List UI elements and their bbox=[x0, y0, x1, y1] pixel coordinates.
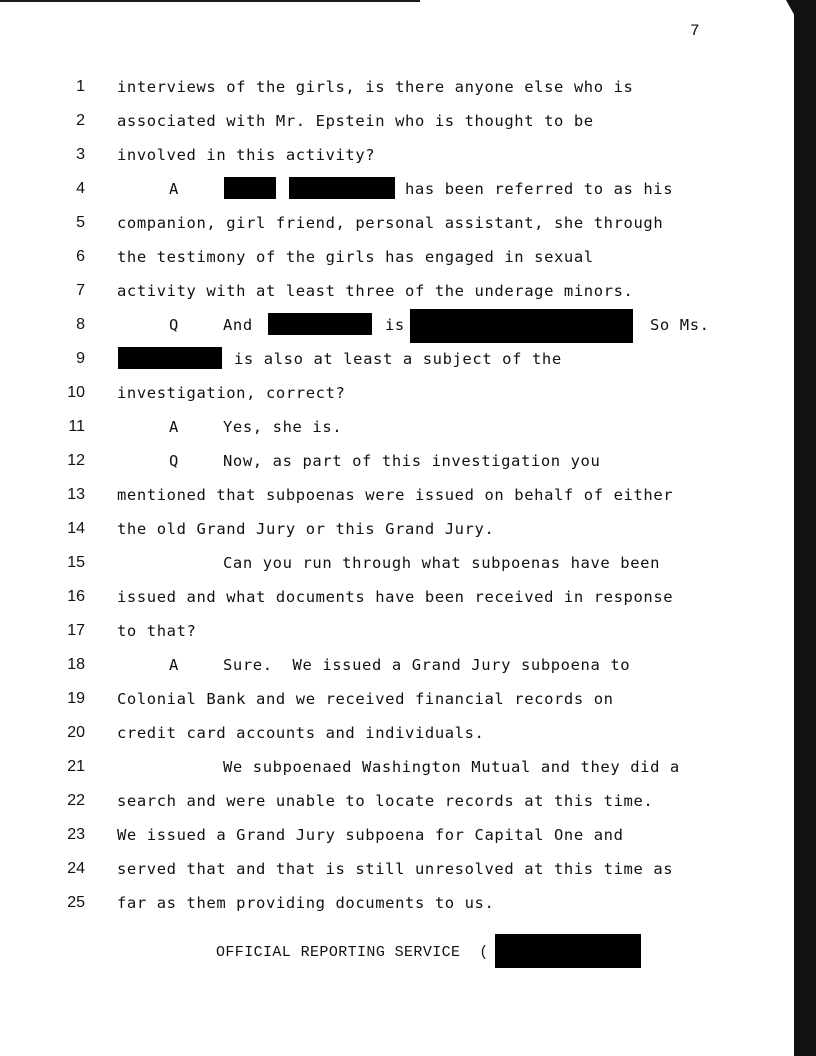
speaker-label: A bbox=[169, 180, 179, 198]
redaction-block bbox=[289, 177, 395, 199]
line-number: 17 bbox=[67, 622, 85, 639]
line-number: 3 bbox=[76, 146, 85, 163]
scan-edge-shadow bbox=[794, 0, 816, 1056]
transcript-line: issued and what documents have been received in response bbox=[117, 588, 674, 606]
transcript-line: And bbox=[223, 316, 253, 334]
line-number: 11 bbox=[68, 418, 85, 435]
line-number: 1 bbox=[76, 78, 85, 95]
line-number: 8 bbox=[76, 316, 85, 333]
transcript-line: far as them providing documents to us. bbox=[117, 894, 495, 912]
line-number: 6 bbox=[76, 248, 85, 265]
speaker-label: Q bbox=[169, 452, 179, 470]
line-number: 16 bbox=[67, 588, 85, 605]
transcript-line: credit card accounts and individuals. bbox=[117, 724, 485, 742]
transcript-line: So Ms. bbox=[650, 316, 710, 334]
transcript-line: Yes, she is. bbox=[223, 418, 343, 436]
transcript-line: Sure. We issued a Grand Jury subpoena to bbox=[223, 656, 631, 674]
transcript-line: the old Grand Jury or this Grand Jury. bbox=[117, 520, 495, 538]
line-number: 2 bbox=[76, 112, 85, 129]
top-border-line bbox=[0, 0, 420, 2]
scan-edge-corner bbox=[786, 0, 796, 18]
redaction-block bbox=[268, 313, 372, 335]
transcript-line: search and were unable to locate records at this time. bbox=[117, 792, 654, 810]
transcript-line: Now, as part of this investigation you bbox=[223, 452, 601, 470]
line-number: 14 bbox=[67, 520, 85, 537]
line-number: 5 bbox=[76, 214, 85, 231]
footer-reporting-service: OFFICIAL REPORTING SERVICE ( bbox=[216, 944, 489, 961]
transcript-line: investigation, correct? bbox=[117, 384, 346, 402]
line-number: 21 bbox=[67, 758, 85, 775]
transcript-line: We subpoenaed Washington Mutual and they did a bbox=[223, 758, 680, 776]
transcript-line: companion, girl friend, personal assistant, she through bbox=[117, 214, 664, 232]
transcript-line: interviews of the girls, is there anyone else who is bbox=[117, 78, 634, 96]
line-number: 25 bbox=[67, 894, 85, 911]
redaction-block bbox=[118, 347, 222, 369]
line-number: 20 bbox=[67, 724, 85, 741]
line-number: 13 bbox=[67, 486, 85, 503]
transcript-line: associated with Mr. Epstein who is thought to be bbox=[117, 112, 594, 130]
speaker-label: Q bbox=[169, 316, 179, 334]
transcript-line: We issued a Grand Jury subpoena for Capital One and bbox=[117, 826, 624, 844]
transcript-line: is bbox=[385, 316, 405, 334]
transcript-line: mentioned that subpoenas were issued on behalf of either bbox=[117, 486, 674, 504]
transcript-line: Can you run through what subpoenas have been bbox=[223, 554, 660, 572]
transcript-line: involved in this activity? bbox=[117, 146, 376, 164]
line-number: 7 bbox=[76, 282, 85, 299]
speaker-label: A bbox=[169, 418, 179, 436]
line-number: 12 bbox=[67, 452, 85, 469]
transcript-line: has been referred to as his bbox=[405, 180, 674, 198]
line-number: 18 bbox=[67, 656, 85, 673]
transcript-line: served that and that is still unresolved at this time as bbox=[117, 860, 674, 878]
line-number: 15 bbox=[67, 554, 85, 571]
speaker-label: A bbox=[169, 656, 179, 674]
transcript-line: Colonial Bank and we received financial records on bbox=[117, 690, 614, 708]
line-number: 23 bbox=[67, 826, 85, 843]
line-number: 4 bbox=[76, 180, 85, 197]
transcript-line: the testimony of the girls has engaged in sexual bbox=[117, 248, 594, 266]
redaction-block bbox=[224, 177, 276, 199]
transcript-line: to that? bbox=[117, 622, 197, 640]
line-number: 9 bbox=[76, 350, 85, 367]
line-number: 10 bbox=[67, 384, 85, 401]
redaction-block bbox=[410, 309, 633, 343]
transcript-line: activity with at least three of the underage minors. bbox=[117, 282, 634, 300]
redaction-block bbox=[495, 934, 641, 968]
line-number: 24 bbox=[67, 860, 85, 877]
transcript-line: is also at least a subject of the bbox=[234, 350, 562, 368]
page-number: 7 bbox=[690, 22, 700, 40]
line-number: 19 bbox=[67, 690, 85, 707]
line-number: 22 bbox=[67, 792, 85, 809]
